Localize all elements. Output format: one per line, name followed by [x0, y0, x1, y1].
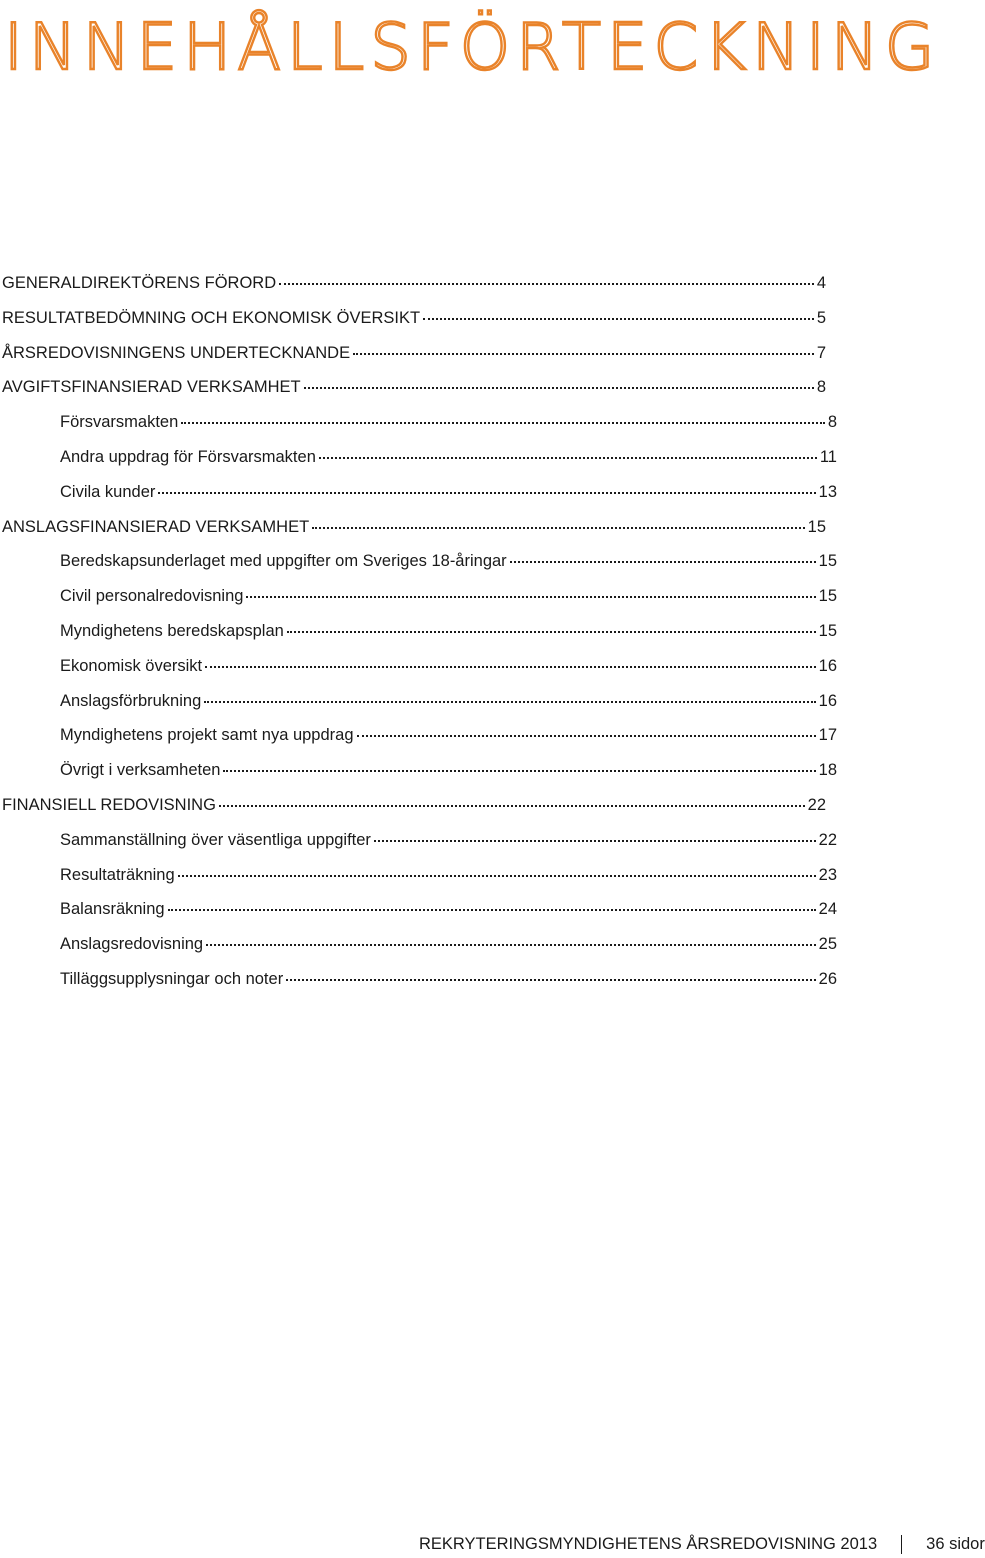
toc-entry-page: 16 — [818, 656, 837, 675]
toc-entry-title: FINANSIELL REDOVISNING — [2, 795, 216, 814]
toc-entry[interactable] — [0, 336, 960, 371]
toc-entry-title: ÅRSREDOVISNINGENS UNDERTECKNANDE — [2, 343, 351, 362]
dot-leader — [312, 526, 804, 529]
toc-entry-page: 15 — [818, 587, 837, 606]
dot-leader — [219, 804, 805, 807]
dot-leader — [158, 491, 815, 494]
toc-entry[interactable] — [0, 440, 960, 475]
toc-entry[interactable] — [0, 684, 960, 719]
toc-entry[interactable] — [0, 753, 960, 788]
toc-entry-page: 7 — [816, 343, 826, 362]
toc-entry[interactable] — [0, 370, 960, 405]
toc-entry-page: 15 — [818, 552, 837, 571]
toc-entry-page: 24 — [818, 900, 837, 919]
dot-leader — [286, 978, 815, 981]
page-title: INNEHÅLLSFÖRTECKNING — [4, 11, 941, 85]
footer-publication-title: REKRYTERINGSMYNDIGHETENS ÅRSREDOVISNING 2013 — [419, 1534, 878, 1553]
toc-entry[interactable] — [0, 266, 960, 301]
toc-entry-page: 15 — [818, 621, 837, 640]
dot-leader — [510, 560, 816, 563]
dot-leader — [223, 769, 815, 772]
dot-leader — [206, 943, 816, 946]
toc-entry-title: Anslagsredovisning — [60, 935, 204, 954]
dot-leader — [204, 700, 815, 703]
toc-entry[interactable] — [0, 301, 960, 336]
dot-leader — [287, 630, 816, 633]
dot-leader — [178, 874, 816, 877]
toc-entry-title: ANSLAGSFINANSIERAD VERKSAMHET — [2, 517, 310, 536]
dot-leader — [279, 282, 814, 285]
toc-entry[interactable] — [0, 823, 960, 858]
toc-entry-title: Ekonomisk översikt — [60, 656, 203, 675]
dot-leader — [304, 386, 814, 389]
toc-entry[interactable] — [0, 788, 960, 823]
dot-leader — [353, 352, 814, 355]
toc-entry-page: 18 — [818, 761, 837, 780]
toc-entry-title: Försvarsmakten — [60, 413, 179, 432]
toc-entry-title: Myndighetens projekt samt nya uppdrag — [60, 726, 354, 745]
toc-entry-title: Civila kunder — [60, 482, 156, 501]
toc-entry[interactable] — [0, 962, 960, 997]
toc-entry-title: AVGIFTSFINANSIERAD VERKSAMHET — [2, 378, 301, 397]
toc-entry-page: 22 — [818, 830, 837, 849]
toc-entry-title: Beredskapsunderlaget med uppgifter om Sveriges 18-åringar — [60, 552, 507, 571]
dot-leader — [374, 839, 816, 842]
dot-leader — [205, 665, 816, 668]
dot-leader — [357, 734, 816, 737]
toc-entry-page: 25 — [818, 935, 837, 954]
toc-entry-page: 4 — [816, 274, 826, 292]
toc-entry-page: 26 — [818, 969, 837, 988]
toc-entry-page: 22 — [807, 795, 826, 814]
toc-entry[interactable] — [0, 614, 960, 649]
toc-entry-title: Övrigt i verksamheten — [60, 761, 221, 780]
toc-entry-title: RESULTATBEDÖMNING OCH EKONOMISK ÖVERSIKT — [2, 308, 421, 327]
toc-entry-title: GENERALDIREKTÖRENS FÖRORD — [2, 274, 277, 292]
toc-entry-page: 23 — [818, 865, 837, 884]
toc-entry-page: 5 — [816, 308, 826, 327]
page-footer — [419, 1530, 985, 1558]
dot-leader — [423, 317, 814, 320]
toc-entry[interactable] — [0, 858, 960, 893]
toc-entry-title: Andra uppdrag för Försvarsmakten — [60, 447, 316, 466]
toc-entry-page: 8 — [827, 413, 837, 432]
dot-leader — [168, 908, 816, 911]
table-of-contents — [0, 266, 960, 997]
toc-entry[interactable] — [0, 405, 960, 440]
toc-entry-page: 17 — [818, 726, 837, 745]
toc-entry[interactable] — [0, 510, 960, 545]
toc-entry-title: Resultaträkning — [60, 865, 175, 884]
toc-entry[interactable] — [0, 927, 960, 962]
toc-entry-page: 8 — [816, 378, 826, 397]
dot-leader — [181, 421, 825, 424]
toc-entry[interactable] — [0, 579, 960, 614]
toc-entry-title: Civil personalredovisning — [60, 587, 244, 606]
toc-entry-title: Sammanställning över väsentliga uppgifter — [60, 830, 371, 849]
dot-leader — [246, 595, 815, 598]
dot-leader — [319, 456, 817, 459]
toc-entry[interactable] — [0, 544, 960, 579]
toc-entry-page: 13 — [818, 482, 837, 501]
footer-divider — [901, 1535, 902, 1554]
toc-entry[interactable] — [0, 718, 960, 753]
toc-entry-page: 11 — [819, 447, 837, 466]
footer-page-count: 36 sidor — [926, 1534, 985, 1553]
toc-entry-title: Tilläggsupplysningar och noter — [60, 969, 284, 988]
toc-entry-title: Myndighetens beredskapsplan — [60, 621, 284, 640]
toc-entry-title: Anslagsförbrukning — [60, 691, 202, 710]
toc-entry-title: Balansräkning — [60, 900, 165, 919]
toc-entry[interactable] — [0, 649, 960, 684]
toc-entry[interactable] — [0, 892, 960, 927]
toc-entry[interactable] — [0, 475, 960, 510]
toc-entry-page: 16 — [818, 691, 837, 710]
toc-entry-page: 15 — [807, 517, 826, 536]
